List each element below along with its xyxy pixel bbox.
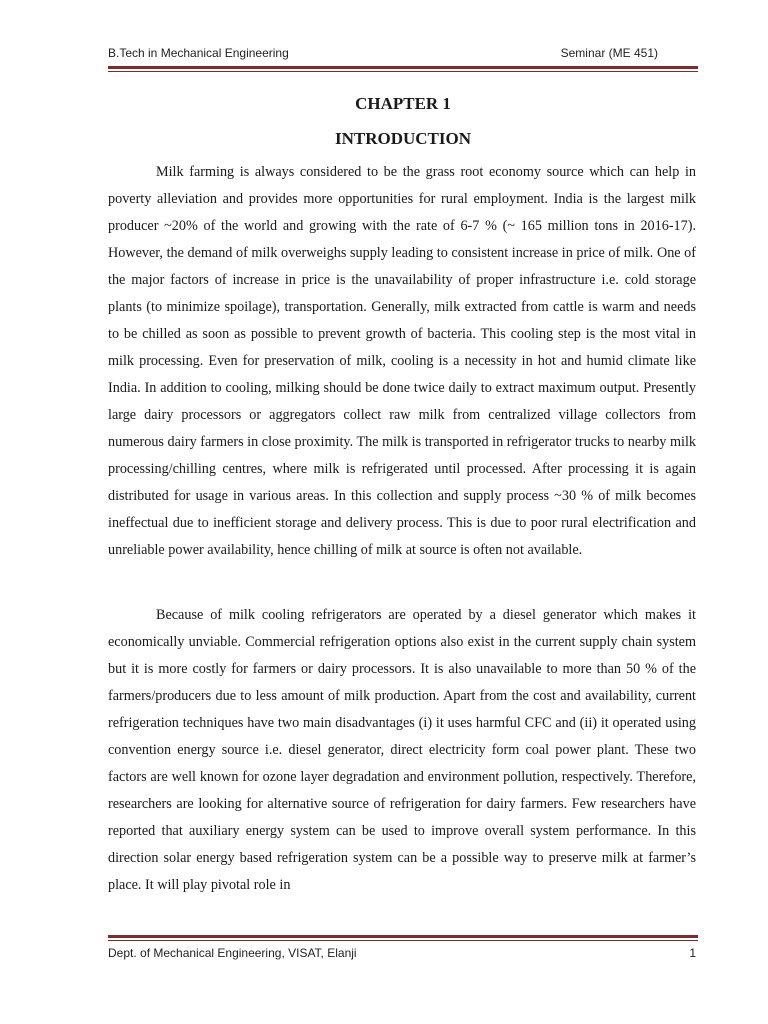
chapter-title: INTRODUCTION bbox=[334, 129, 472, 148]
header-course: B.Tech in Mechanical Engineering bbox=[108, 46, 289, 60]
footer-rule-thick bbox=[108, 935, 698, 938]
page-header bbox=[108, 46, 658, 66]
paragraph-1: Milk farming is always considered to be the grass root economy source which can help in poverty alleviation and provides more opportunities for rural employment. India is the largest milk producer ~20% of the world and growing with the rate of 6-7 % (~ 165 million tons in 2016-17). However, the demand of milk overweighs supply leading to consistent increase in price of milk. One of the major factors of increase in price is the unavailability of proper infrastructure i.e. cold storage plants (to minimize spoilage), transportation. Generally, milk extracted from cattle is warm and needs to be chilled as soon as possible to prevent growth of bacteria. This cooling step is the most vital in milk processing. Even for preservation of milk, cooling is a necessity in hot and humid climate like India. In addition to cooling, milking should be done twice daily to extract maximum output. Presently large dairy processors or aggregators collect raw milk from centralized village collectors from numerous dairy farmers in close proximity. The milk is transported in refrigerator trucks to nearby milk processing/chilling centres, where milk is refrigerated until processed. After processing it is again distributed for usage in various areas. In this collection and supply process ~30 % of milk becomes ineffectual due to inefficient storage and delivery process. This is due to poor rural electrification and unreliable power availability, hence chilling of milk at source is often not available. bbox=[108, 164, 696, 558]
header-rule-thin bbox=[108, 71, 698, 72]
footer-department: Dept. of Mechanical Engineering, VISAT, Elanji bbox=[108, 946, 357, 960]
header-rule-thick bbox=[108, 66, 698, 69]
page-number: 1 bbox=[689, 946, 696, 960]
header-seminar-code: Seminar (ME 451) bbox=[560, 46, 658, 60]
page-footer bbox=[108, 946, 696, 966]
chapter-number: CHAPTER 1 bbox=[355, 94, 451, 113]
footer-rule-thin bbox=[108, 940, 698, 941]
paragraph-2: Because of milk cooling refrigerators are operated by a diesel generator which makes it economically unviable. Commercial refrigeration options also exist in the current supply chain system but it is more costly for farmers or dairy processors. It is also unavailable to more than 50 % of the farmers/producers due to less amount of milk production. Apart from the cost and availability, current refrigeration techniques have two main disadvantages (i) it uses harmful CFC and (ii) it operated using convention energy source i.e. diesel generator, direct electricity form coal power plant. These two factors are well known for ozone layer degradation and environment pollution, respectively. Therefore, researchers are looking for alternative source of refrigeration for dairy farmers. Few researchers have reported that auxiliary energy system can be used to improve overall system performance. In this direction solar energy based refrigeration system can be a possible way to preserve milk at farmer’s place. It will play pivotal role in bbox=[108, 607, 696, 893]
